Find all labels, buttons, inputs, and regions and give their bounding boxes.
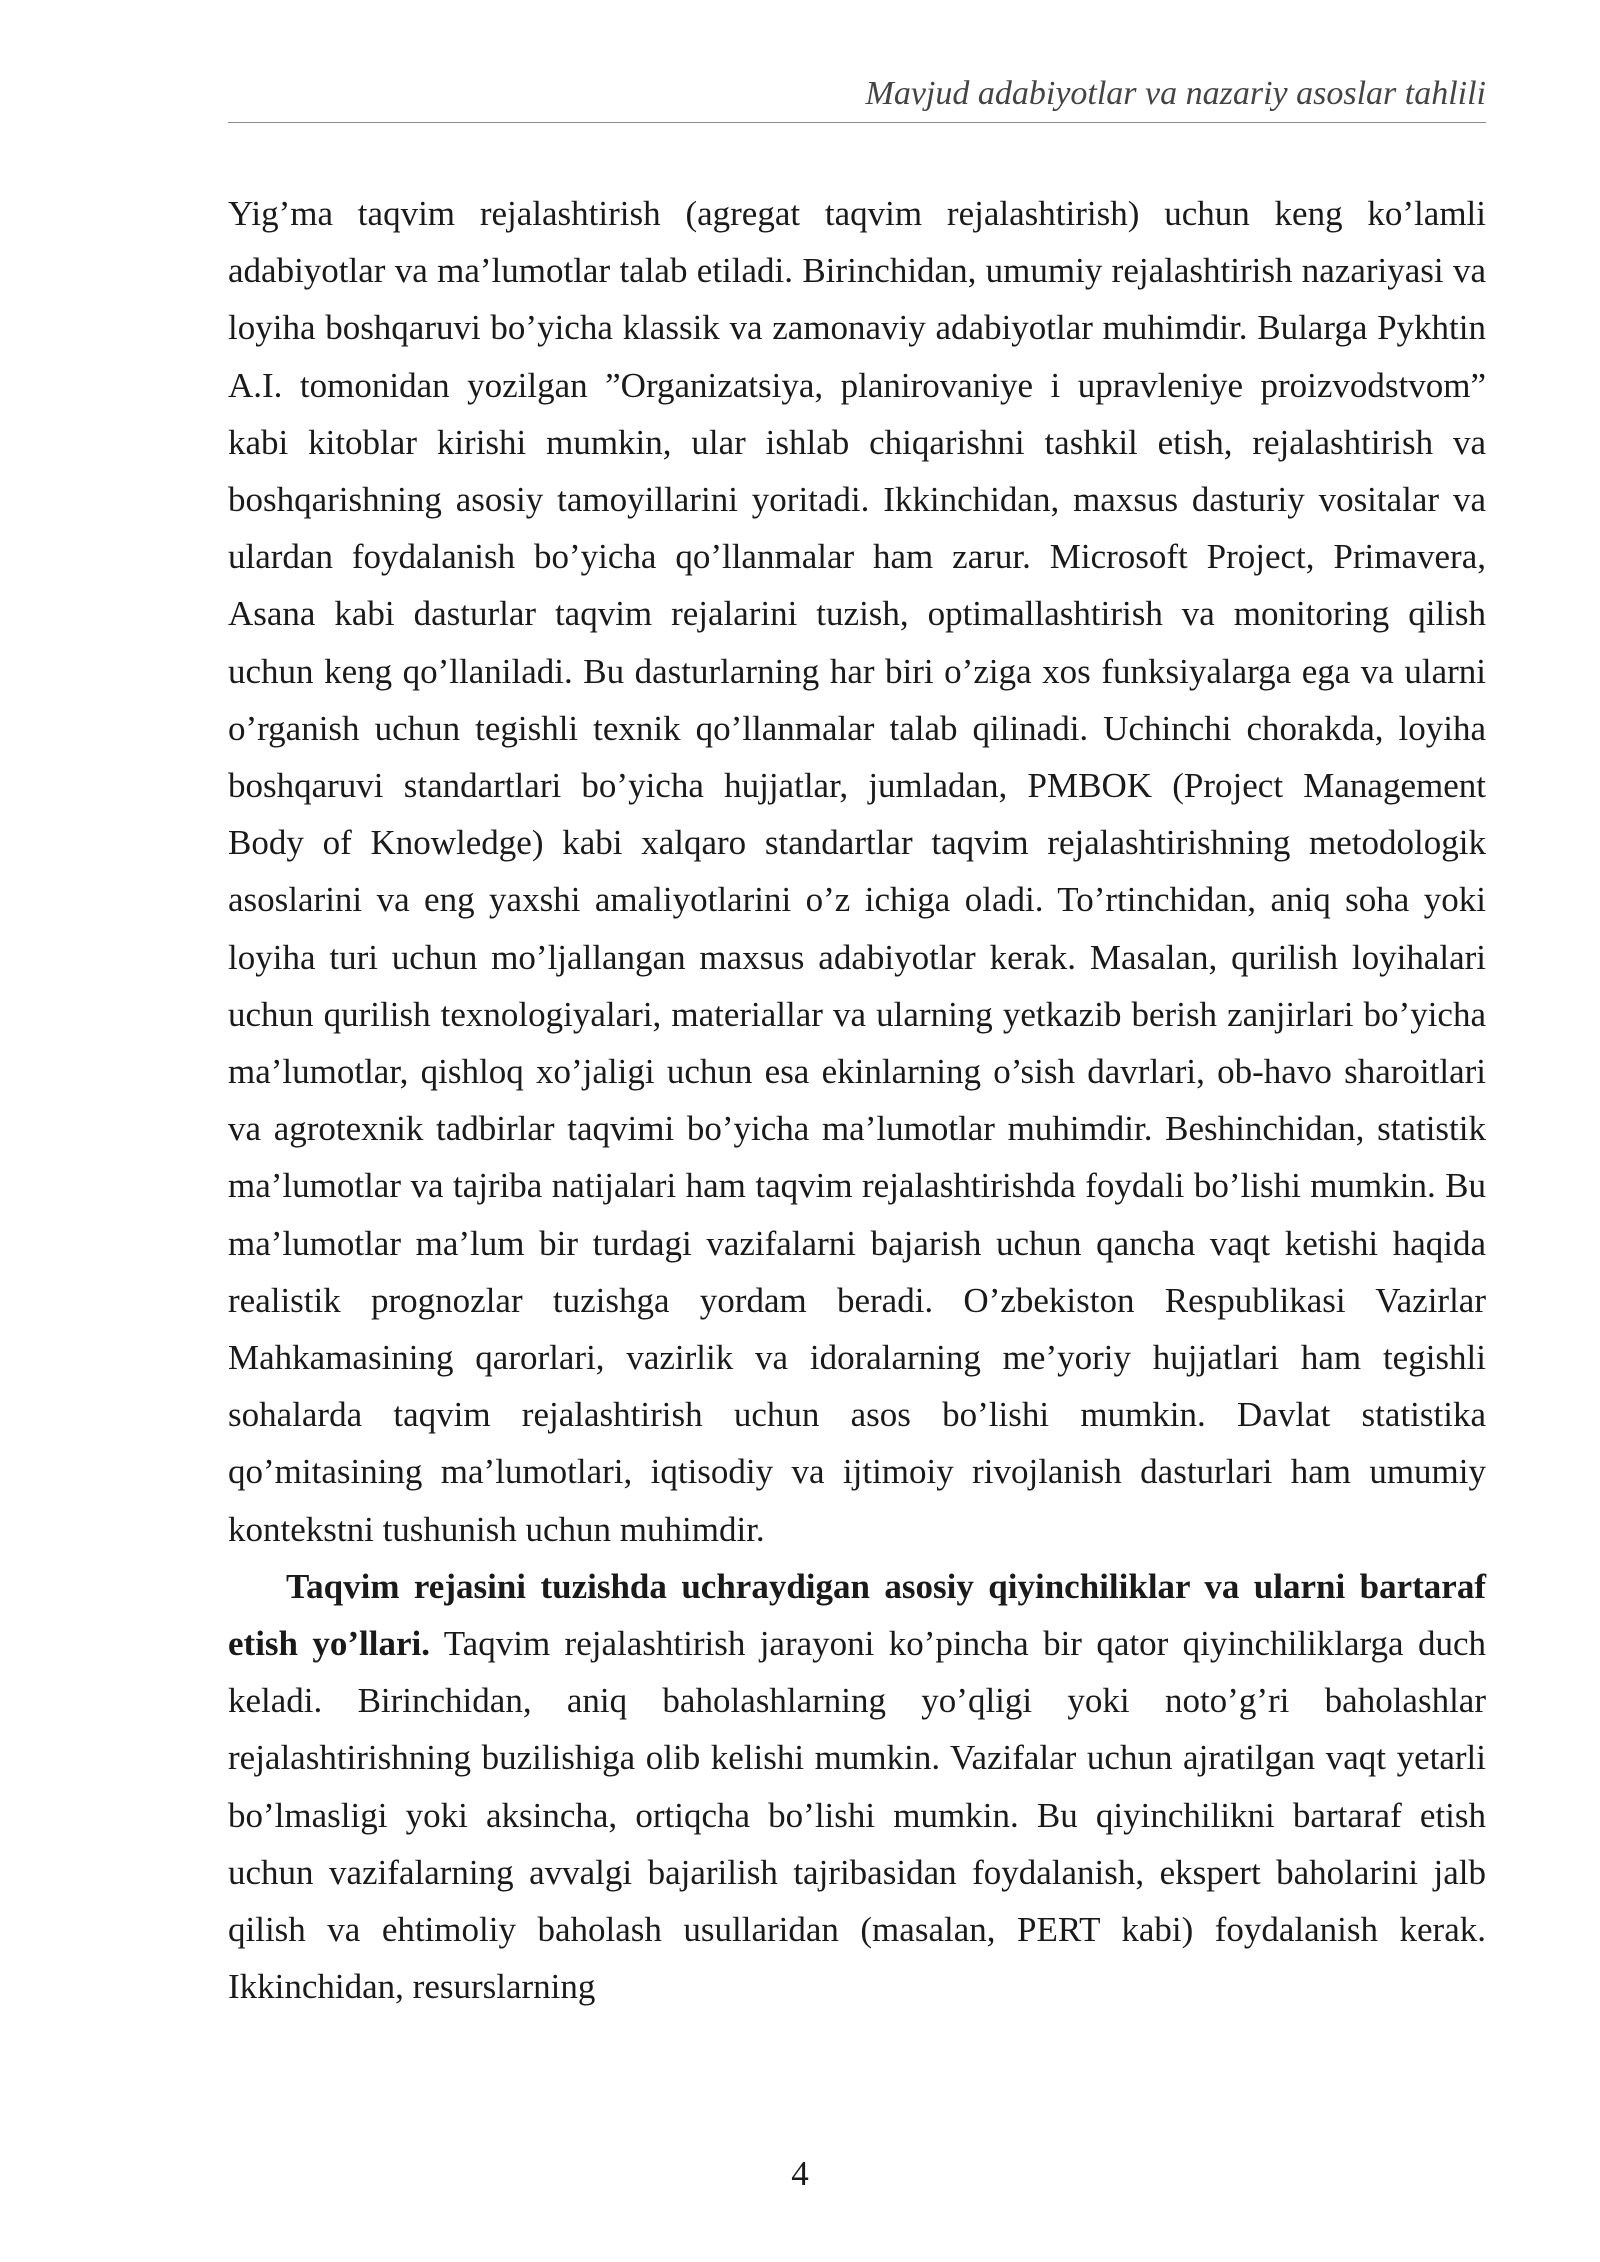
- running-header: [228, 72, 1486, 123]
- section-paragraph: [228, 1558, 1486, 2016]
- running-header-title: Mavjud adabiyotlar va nazariy asoslar tahlili: [865, 75, 1486, 112]
- page-number: 4: [791, 2154, 809, 2193]
- body-paragraph: Yig’ma taqvim rejalashtirish (agregat taqvim rejalashtirish) uchun keng ko’lamli adabiyotlar va ma’lumotlar talab etiladi. Birinchidan, umumiy rejalashtirish nazariyasi va loyiha boshqaruvi bo’yicha klassik va zamonaviy adabiyotlar muhimdir. Bularga Pykhtin A.I. tomonidan yozilgan ”Organizatsiya, planirovaniye i upravleniye proizvodstvom” kabi kitoblar kirishi mumkin, ular ishlab chiqarishni tashkil etish, rejalashtirish va boshqarishning asosiy tamoyillarini yoritadi. Ikkinchidan, maxsus dasturiy vositalar va ulardan foydalanish bo’yicha qo’llanmalar ham zarur. Microsoft Project, Primavera, Asana kabi dasturlar taqvim rejalarini tuzish, optimallashtirish va monitoring qilish uchun keng qo’llaniladi. Bu dasturlarning har biri o’ziga xos funksiyalarga ega va ularni o’rganish uchun tegishli texnik qo’llanmalar talab qilinadi. Uchinchi chorakda, loyiha boshqaruvi standartlari bo’yicha hujjatlar, jumladan, PMBOK (Project Management Body of Knowledge) kabi xalqaro standartlar taqvim rejalashtirishning metodologik asoslarini va eng yaxshi amaliyotlarini o’z ichiga oladi. To’rtinchidan, aniq soha yoki loyiha turi uchun mo’ljallangan maxsus adabiyotlar kerak. Masalan, qurilish loyihalari uchun qurilish texnologiyalari, materiallar va ularning yetkazib berish zanjirlari bo’yicha ma’lumotlar, qishloq xo’jaligi uchun esa ekinlarning o’sish davrlari, ob-havo sharoitlari va agrotexnik tadbirlar taqvimi bo’yicha ma’lumotlar muhimdir. Beshinchidan, statistik ma’lumotlar va tajriba natijalari ham taqvim rejalashtirishda foydali bo’lishi mumkin. Bu ma’lumotlar ma’lum bir turdagi vazifalarni bajarish uchun qancha vaqt ketishi haqida realistik prognozlar tuzishga yordam beradi. O’zbekiston Respublikasi Vazirlar Mahkamasining qarorlari, vazirlik va idoralarning me’yoriy hujjatlari ham tegishli sohalarda taqvim rejalashtirish uchun asos bo’lishi mumkin. Davlat statistika qo’mitasining ma’lumotlari, iqtisodiy va ijtimoiy rivojlanish dasturlari ham umumiy kontekstni tushunish uchun muhimdir.: [228, 194, 1486, 1549]
- section-heading: Taqvim rejasini tuzishda uchraydigan asosiy qiyinchiliklar va ularni bartaraf etish yo’llari.: [228, 1566, 1486, 1664]
- section-paragraph-text: Taqvim rejalashtirish jarayoni ko’pincha bir qator qiyinchiliklarga duch keladi. Birinchidan, aniq baholashlarning yo’qligi yoki noto’g’ri baholashlar rejalashtirishning buzilishiga olib kelishi mumkin. Vazifalar uchun ajratilgan vaqt yetarli bo’lmasligi yoki aksincha, ortiqcha bo’lishi mumkin. Bu qiyinchilikni bartaraf etish uchun vazifalarning avvalgi bajarilish tajribasidan foydalanish, ekspert baholarini jalb qilish va ehtimoliy baholash usullaridan (masalan, PERT kabi) foydalanish kerak. Ikkinchidan, resurslarning: [228, 1624, 1486, 2007]
- page-body: [228, 185, 1486, 2016]
